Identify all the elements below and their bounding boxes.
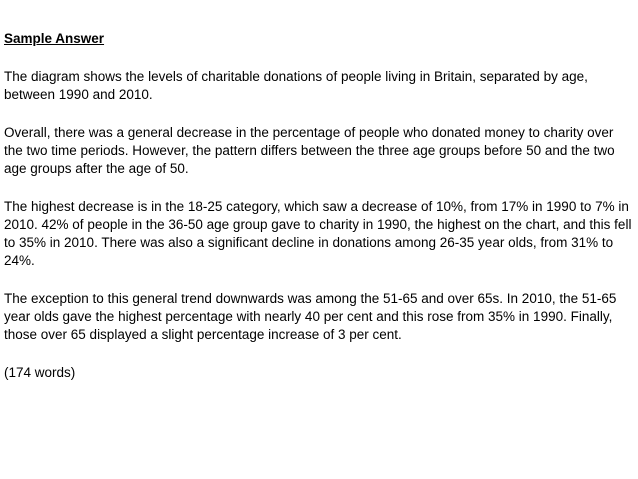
paragraph-introduction: The diagram shows the levels of charitable donations of people living in Britain, separated by age, between 1990 and 2010. bbox=[4, 69, 588, 102]
paragraph-overview: Overall, there was a general decrease in the percentage of people who donated money to charity over the two time periods. However, the pattern differs between the three age groups before 50 and the two age groups after the age of 50. bbox=[4, 125, 615, 176]
document-heading: Sample Answer bbox=[4, 31, 105, 46]
paragraph-decreases: The highest decrease is in the 18-25 category, which saw a decrease of 10%, from 17% in 1990 to 7% in 2010. 42% of people in the 36-50 age group gave to charity in 1990, the highest on the chart, and this fell to 35% in 2010. There was also a significant decline in donations among 26-35 year olds, from 31% to 24%. bbox=[4, 199, 632, 268]
paragraph-exceptions: The exception to this general trend downwards was among the 51-65 and over 65s. In 2010, the 51-65 year olds gave the highest percentage with nearly 40 per cent and this rose from 35% in 1990. Finally, those over 65 displayed a slight percentage increase of 3 per cent. bbox=[4, 291, 617, 342]
document-page bbox=[4, 30, 634, 402]
word-count: (174 words) bbox=[4, 365, 76, 380]
